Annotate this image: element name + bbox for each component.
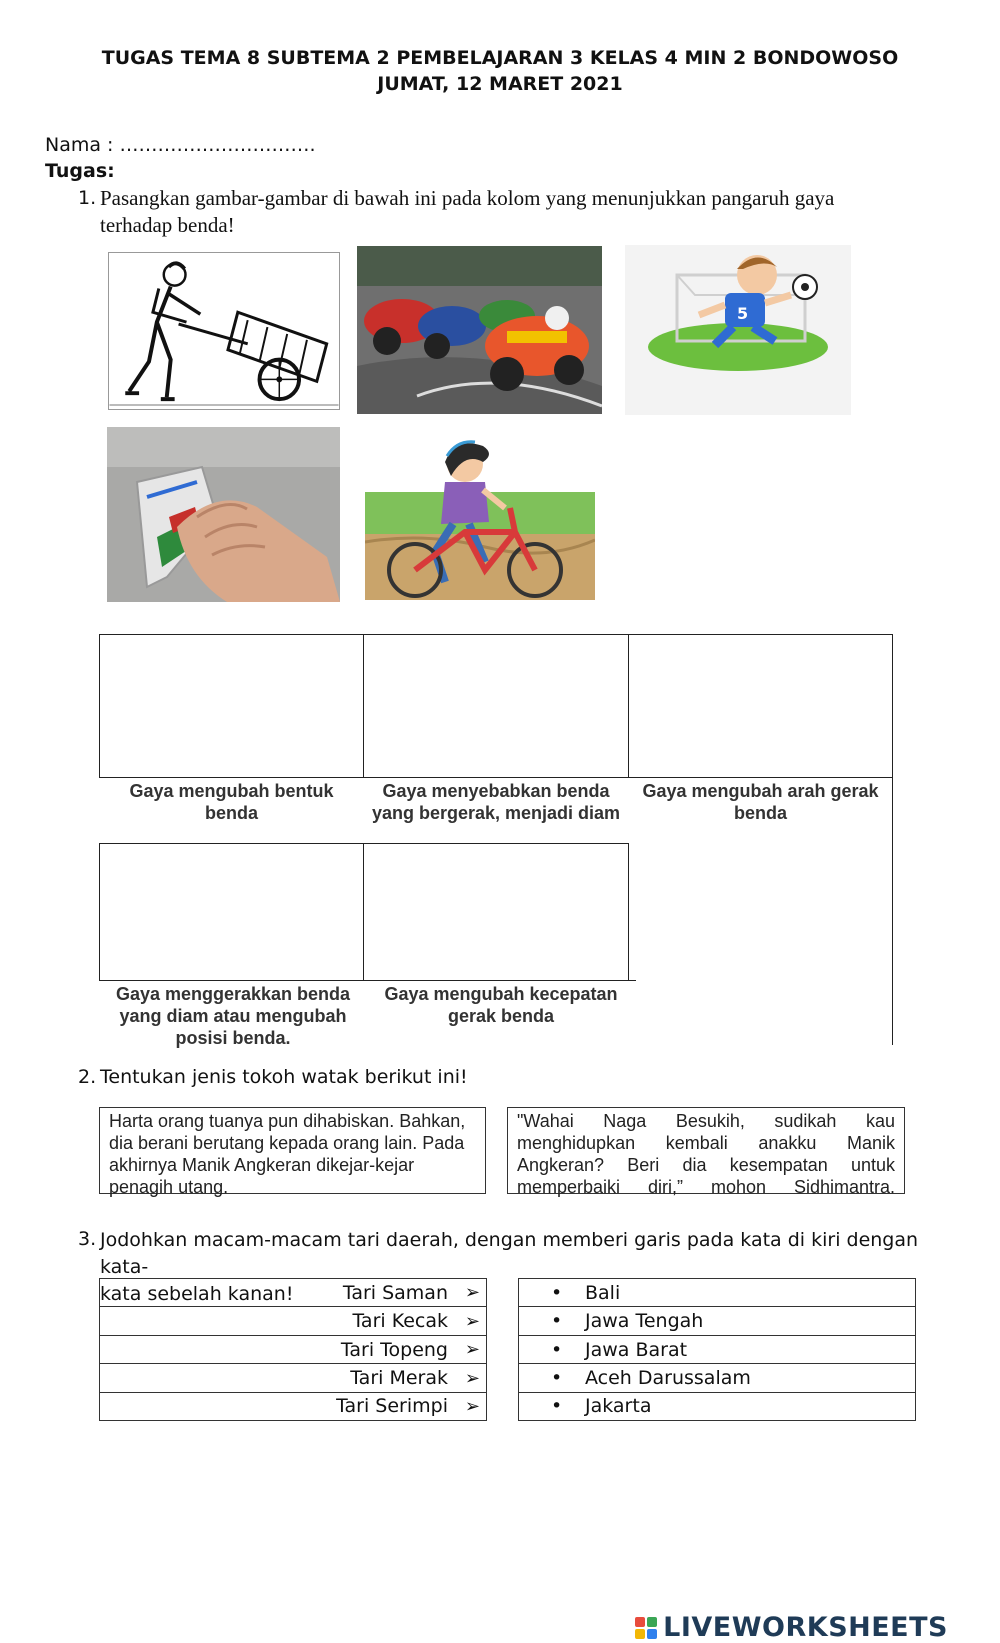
motorcycle-race-icon[interactable] [357,246,602,414]
dance-name: Tari Topeng [340,1339,448,1361]
hand-crushing-can-icon[interactable] [107,427,340,602]
divider-line [628,980,636,981]
region-row[interactable] [519,1279,915,1307]
task2-instruction: Tentukan jenis tokoh watak berikut ini! [100,1066,468,1088]
task2-number: 2. [78,1066,97,1088]
svg-text:5: 5 [737,304,749,323]
region-row[interactable] [519,1393,915,1420]
arrow-icon: ➢ [464,1396,480,1417]
dance-row[interactable] [100,1336,486,1364]
task3-number: 3. [78,1228,97,1250]
task1-instruction-line2: terhadap benda! [100,213,235,237]
story-box-1: Harta orang tuanya pun dihabiskan. Bahkan, dia berani berutang kepada orang lain. Pada akhirnya Manik Angkeran dikejar-kejar penagih utang. [99,1107,486,1194]
dance-name: Tari Merak [350,1367,448,1389]
divider-line [892,777,893,1045]
dance-row[interactable] [100,1307,486,1336]
dance-name: Tari Saman [342,1282,448,1304]
dance-row[interactable] [100,1364,486,1393]
arrow-icon: ➢ [464,1368,480,1389]
page-date: JUMAT, 12 MARET 2021 [377,73,623,95]
region-row[interactable] [519,1336,915,1364]
bullet-icon: • [551,1310,563,1332]
tasks-label: Tugas: [45,160,115,182]
dance-row[interactable] [100,1279,486,1307]
man-pushing-cart-icon[interactable] [108,252,340,410]
dance-name: Tari Serimpi [336,1395,448,1417]
goalkeeper-kicking-ball-icon[interactable] [625,245,851,415]
bullet-icon: • [551,1282,563,1304]
answer-box-stop-motion[interactable] [363,634,629,778]
category-label-stop-motion: Gaya menyebabkan benda yang bergerak, menjadi diam [371,781,621,823]
dance-name: Tari Kecak [352,1310,448,1332]
region-name: Jawa Tengah [585,1310,704,1332]
region-name: Bali [585,1282,621,1304]
task1-number: 1. [78,187,97,209]
dance-row[interactable] [100,1393,486,1420]
region-row[interactable] [519,1364,915,1393]
region-name: Jawa Barat [585,1339,688,1361]
arrow-icon: ➢ [464,1311,480,1332]
answer-box-change-direction[interactable] [628,634,893,778]
name-field-label: Nama : …………………………. [45,134,316,156]
liveworksheets-logo [635,1612,948,1643]
bullet-icon: • [551,1339,563,1361]
task1-instruction [100,185,920,239]
story-box-2: "Wahai Naga Besukih, sudikah kau menghidupkan kembali anakku Manik Angkeran? Beri dia kesempatan untuk memperbaiki diri,” mohon Sidhimantra. [507,1107,905,1194]
liveworksheets-logo-icon [635,1617,657,1639]
task3-instruction-line2: kata sebelah kanan! [100,1283,294,1305]
region-row[interactable] [519,1307,915,1336]
girl-riding-bicycle-icon[interactable] [365,432,595,600]
bullet-icon: • [551,1367,563,1389]
category-label-change-speed: Gaya mengubah kecepatan gerak benda [384,984,618,1026]
liveworksheets-logo-text: LIVEWORKSHEETS [663,1612,948,1643]
answer-box-change-shape[interactable] [99,634,364,778]
arrow-icon: ➢ [464,1282,480,1303]
page-title: TUGAS TEMA 8 SUBTEMA 2 PEMBELAJARAN 3 KELAS 4 MIN 2 BONDOWOSO [101,47,899,69]
region-name: Jakarta [585,1395,652,1417]
dance-list [99,1278,487,1421]
answer-box-change-speed[interactable] [363,843,629,981]
category-label-move-object: Gaya menggerakkan benda yang diam atau mengubah posisi benda. [115,984,351,1048]
answer-box-move-object[interactable] [99,843,364,981]
category-label-change-direction: Gaya mengubah arah gerak benda [642,781,879,823]
task1-instruction-line1: Pasangkan gambar-gambar di bawah ini pada kolom yang menunjukkan pangaruh gaya [100,186,835,210]
region-name: Aceh Darussalam [585,1367,751,1389]
category-label-change-shape: Gaya mengubah bentuk benda [129,781,334,823]
bullet-icon: • [551,1395,563,1417]
arrow-icon: ➢ [464,1339,480,1360]
region-list [518,1278,916,1421]
task3-instruction-line1: Jodohkan macam-macam tari daerah, dengan memberi garis pada kata di kiri dengan kata- [100,1229,919,1278]
